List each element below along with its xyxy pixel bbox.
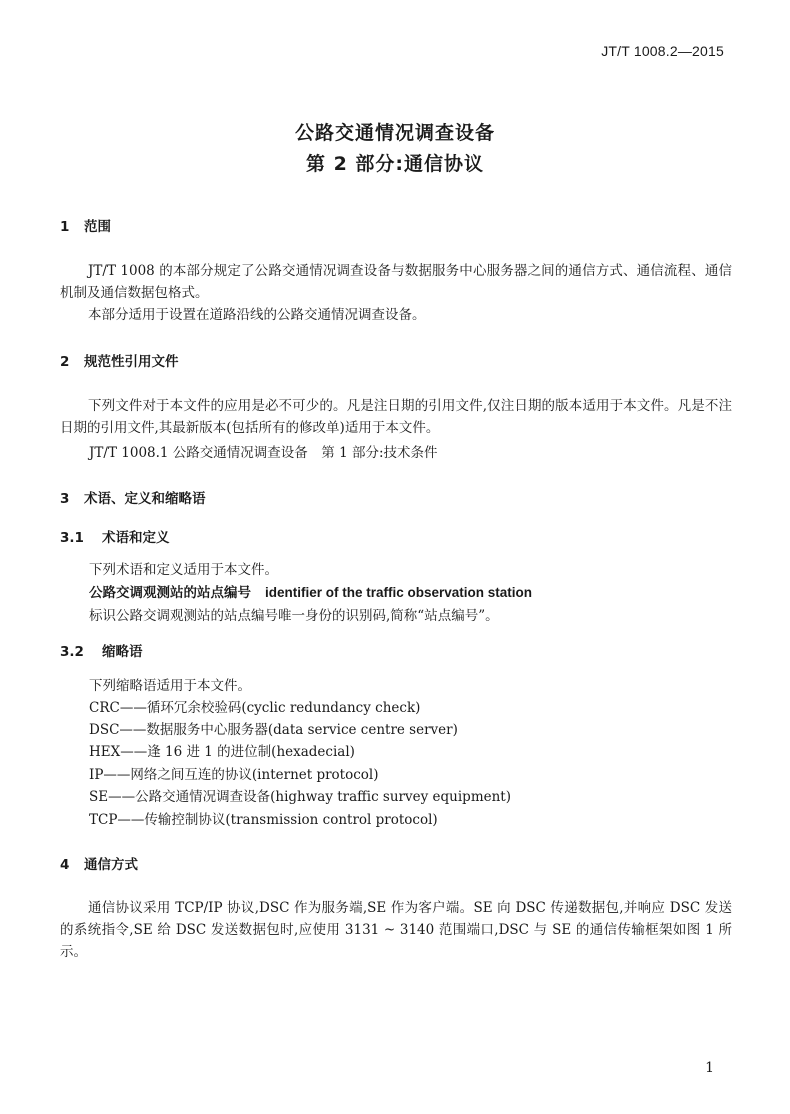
- section-3-heading: [60, 487, 206, 507]
- section-title: 范围: [84, 219, 111, 235]
- section-4-paragraph-1: 通信协议采用 TCP/IP 协议,DSC 作为服务端,SE 作为客户端。SE 向 DSC 传递数据包,并响应 DSC 发送的系统指令,SE 给 DSC 发送数据包时,应使用 3131 ~ 3140 范围端口,DSC 与 SE 的通信传输框架如图 1 所示。: [60, 900, 732, 960]
- term-chinese: 公路交调观测站的站点编号: [89, 585, 251, 601]
- section-title: 术语、定义和缩略语: [84, 491, 206, 507]
- section-3-2-heading: [60, 640, 143, 660]
- abbreviation-item: DSC——数据服务中心服务器(data service centre server): [89, 722, 458, 738]
- title-line-2: 第 2 部分:通信协议: [305, 153, 485, 175]
- term-english: identifier of the traffic observation station: [265, 585, 533, 600]
- abbreviation-item: CRC——循环冗余校验码(cyclic redundancy check): [89, 700, 421, 716]
- normative-reference: JT/T 1008.1 公路交通情况调查设备 第 1 部分:技术条件: [89, 445, 438, 461]
- section-2-paragraph-1: 下列文件对于本文件的应用是必不可少的。凡是注日期的引用文件,仅注日期的版本适用于本文件。凡是不注日期的引用文件,其最新版本(包括所有的修改单)适用于本文件。: [60, 398, 732, 436]
- section-number: 3.1: [60, 530, 84, 546]
- section-number: 2: [60, 354, 70, 370]
- section-title: 规范性引用文件: [84, 354, 179, 370]
- title-line-1: 公路交通情况调查设备: [294, 122, 495, 144]
- section-number: 4: [60, 857, 70, 873]
- page-number: 1: [705, 1060, 714, 1076]
- term-entry: [89, 581, 532, 601]
- abbreviation-item: HEX——逢 16 进 1 的进位制(hexadecial): [89, 744, 355, 760]
- terms-intro: 下列术语和定义适用于本文件。: [89, 562, 278, 578]
- section-3-1-heading: [60, 526, 170, 546]
- abbreviation-item: IP——网络之间互连的协议(internet protocol): [89, 767, 379, 783]
- section-title: 术语和定义: [102, 530, 170, 546]
- abbreviation-item: SE——公路交通情况调查设备(highway traffic survey equipment): [89, 789, 511, 805]
- section-1-heading: [60, 215, 111, 235]
- document-code: JT/T 1008.2—2015: [601, 43, 724, 59]
- abbreviations-intro: 下列缩略语适用于本文件。: [89, 678, 251, 694]
- section-4-heading: [60, 853, 138, 873]
- section-number: 3: [60, 491, 70, 507]
- section-1-paragraph-1: JT/T 1008 的本部分规定了公路交通情况调查设备与数据服务中心服务器之间的通信方式、通信流程、通信机制及通信数据包格式。: [60, 263, 732, 301]
- abbreviation-item: TCP——传输控制协议(transmission control protocol): [89, 812, 438, 828]
- section-2-heading: [60, 350, 179, 370]
- section-number: 3.2: [60, 644, 84, 660]
- term-definition: 标识公路交调观测站的站点编号唯一身份的识别码,简称“站点编号”。: [89, 608, 499, 624]
- section-title: 缩略语: [102, 644, 143, 660]
- section-title: 通信方式: [84, 857, 138, 873]
- section-1-paragraph-2: 本部分适用于设置在道路沿线的公路交通情况调查设备。: [88, 307, 426, 323]
- section-number: 1: [60, 219, 70, 235]
